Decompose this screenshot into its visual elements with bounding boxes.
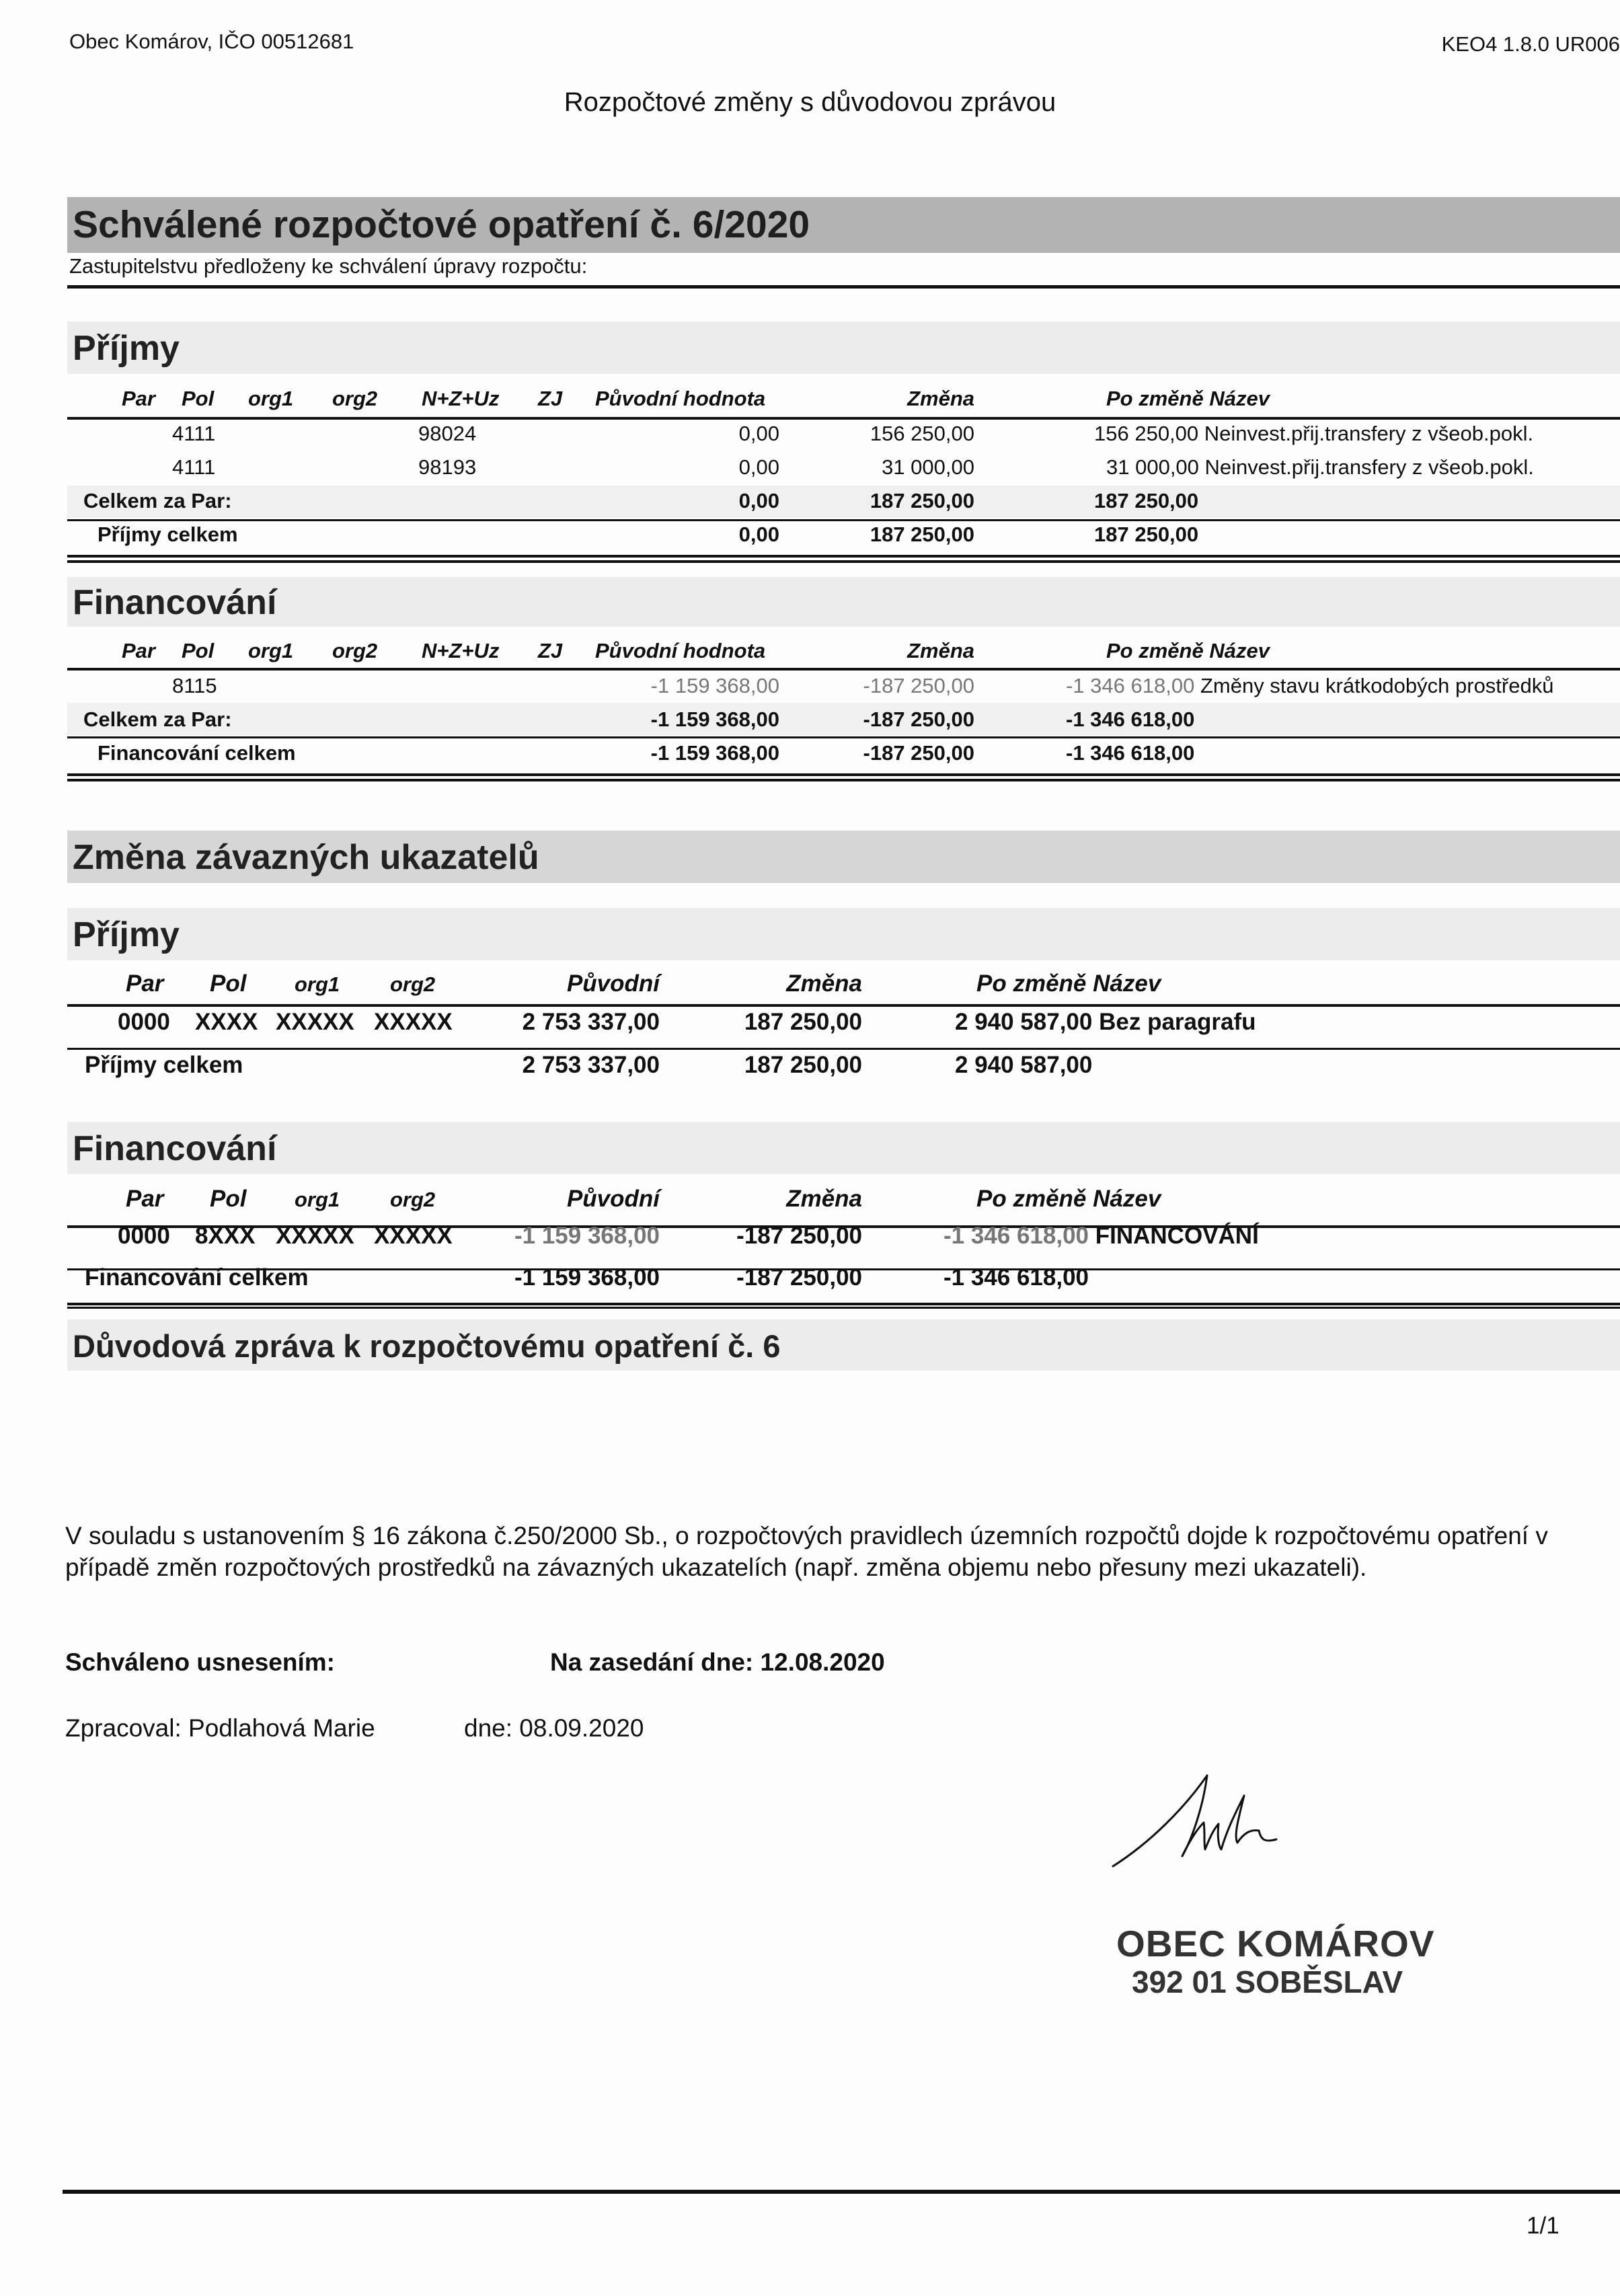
binding-income-band	[67, 908, 1620, 960]
cell-original: 0,00	[738, 422, 779, 445]
cell-name: Bez paragrafu	[1099, 1009, 1256, 1035]
cell-pol: 4111	[172, 422, 216, 445]
col-after: Po změně	[976, 1186, 1087, 1212]
total-change: 187 250,00	[870, 523, 974, 546]
col-zj: ZJ	[538, 639, 563, 662]
col-org2: org2	[390, 972, 436, 996]
cell-org2: XXXXX	[374, 1009, 453, 1035]
page-number: 1/1	[1527, 2213, 1559, 2239]
col-zj: ZJ	[538, 387, 563, 410]
binding-financing-band	[67, 1122, 1620, 1174]
binding-indicators-band	[67, 831, 1620, 883]
cell-name: Neinvest.přij.transfery z všeob.pokl.	[1204, 455, 1534, 479]
col-org2: org2	[390, 1188, 436, 1211]
subtotal-after: 187 250,00	[1094, 489, 1199, 512]
subtotal-original: -1 159 368,00	[650, 707, 779, 731]
total-label: Příjmy celkem	[85, 1052, 243, 1078]
total-original: 0,00	[738, 523, 779, 546]
total-change: -187 250,00	[736, 1264, 862, 1291]
cell-pol: XXXX	[195, 1009, 258, 1035]
approved-measure-banner	[67, 197, 1620, 253]
approved-label: Schváleno usnesením:	[65, 1648, 335, 1676]
stamp-address: 392 01 SOBĚSLAV	[1132, 1964, 1403, 1999]
cell-original: -1 159 368,00	[650, 674, 779, 697]
cell-org1: XXXXX	[276, 1223, 354, 1249]
approved-measure-subtitle: Zastupitelstvu předloženy ke schválení úpravy rozpočtu:	[69, 254, 588, 278]
cell-after: 156 250,00	[1094, 422, 1199, 445]
double-rule-top	[67, 555, 1620, 558]
total-after: 2 940 587,00	[955, 1052, 1093, 1078]
header-rule	[67, 1004, 1620, 1007]
cell-original: 2 753 337,00	[522, 1009, 660, 1035]
cell-change: 156 250,00	[870, 422, 974, 445]
cell-after-name	[1094, 422, 1533, 446]
prepared-by: Zpracoval: Podlahová Marie	[65, 1714, 375, 1742]
cell-par: 0000	[118, 1009, 170, 1035]
version-label: KEO4 1.8.0 UR006	[1441, 32, 1620, 56]
justification-title: Důvodová zpráva k rozpočtovému opatření č. 6	[73, 1328, 781, 1364]
divider	[67, 285, 1620, 289]
justification-band	[67, 1319, 1620, 1371]
col-org2: org2	[332, 639, 378, 662]
col-par: Par	[126, 970, 164, 997]
cell-name: FINANCOVÁNÍ	[1095, 1223, 1259, 1249]
total-label: Příjmy celkem	[98, 523, 238, 546]
binding-indicators-title: Změna závazných ukazatelů	[73, 838, 539, 877]
col-original: Původní	[566, 970, 660, 997]
cell-org1: XXXXX	[276, 1009, 354, 1035]
total-after: -1 346 618,00	[1066, 741, 1195, 765]
col-org2: org2	[332, 387, 378, 410]
header-rule	[67, 417, 1620, 420]
binding-financing-heading: Financování	[73, 1129, 277, 1168]
total-change: -187 250,00	[863, 741, 974, 765]
cell-org2: 98024	[418, 422, 477, 445]
subtotal-rule	[67, 736, 1620, 738]
col-change: Změna	[907, 639, 974, 662]
col-change: Změna	[907, 387, 974, 410]
subtotal-shade	[67, 486, 1620, 518]
cell-change: -187 250,00	[863, 674, 974, 697]
signature-icon	[1103, 1749, 1332, 1883]
col-name: Název	[1209, 639, 1270, 662]
col-par: Par	[122, 387, 155, 410]
col-name: Název	[1093, 1186, 1161, 1212]
col-org1: org1	[295, 1188, 340, 1211]
subtotal-rule	[67, 519, 1620, 521]
col-nzuz: N+Z+Uz	[422, 639, 500, 662]
cell-change: 31 000,00	[882, 455, 974, 479]
col-after-name	[1106, 639, 1270, 663]
cell-pol: 4111	[172, 455, 216, 479]
col-org1: org1	[248, 387, 294, 410]
section-financing-band	[67, 577, 1620, 627]
cell-change: 187 250,00	[744, 1009, 862, 1035]
col-nzuz: N+Z+Uz	[422, 387, 500, 410]
section-income-heading: Příjmy	[73, 329, 180, 368]
cell-org2: 98193	[418, 455, 477, 479]
col-after: Po změně	[1106, 639, 1204, 662]
col-org1: org1	[295, 972, 340, 996]
cell-after: -1 346 618,00	[943, 1223, 1089, 1249]
col-name: Název	[1093, 970, 1161, 997]
total-original: -1 159 368,00	[514, 1264, 660, 1291]
col-name: Název	[1209, 387, 1270, 410]
subtotal-after: -1 346 618,00	[1066, 707, 1195, 731]
col-after: Po změně	[1106, 387, 1204, 410]
cell-after: 2 940 587,00	[955, 1009, 1093, 1035]
section-income-band	[67, 321, 1620, 374]
cell-original: -1 159 368,00	[514, 1223, 660, 1249]
cell-original: 0,00	[738, 455, 779, 479]
col-par: Par	[122, 639, 155, 662]
cell-par: 0000	[118, 1223, 170, 1249]
header-rule	[67, 668, 1620, 671]
approved-measure-title: Schválené rozpočtové opatření č. 6/2020	[73, 203, 810, 246]
cell-pol: 8XXX	[195, 1223, 256, 1249]
col-after-name	[976, 970, 1161, 997]
footer-rule	[63, 2190, 1620, 2194]
document-title: Rozpočtové změny s důvodovou zprávou	[564, 87, 1056, 117]
section-financing-heading: Financování	[73, 583, 277, 622]
col-par: Par	[126, 1186, 164, 1212]
double-rule-top	[67, 773, 1620, 776]
stamp-name: OBEC KOMÁROV	[1116, 1923, 1435, 1964]
subtotal-label: Celkem za Par:	[83, 707, 232, 731]
subtotal-label: Celkem za Par:	[83, 489, 232, 512]
cell-after-name	[943, 1223, 1259, 1250]
subtotal-change: 187 250,00	[870, 489, 974, 512]
col-after-name	[976, 1186, 1161, 1213]
cell-pol: 8115	[172, 674, 217, 697]
double-rule-bottom	[67, 779, 1620, 781]
row-rule	[67, 1048, 1620, 1050]
total-after: 187 250,00	[1094, 523, 1199, 546]
total-label: Financování celkem	[85, 1264, 309, 1291]
organization-label: Obec Komárov, IČO 00512681	[69, 30, 354, 53]
col-pol: Pol	[182, 387, 215, 410]
total-original: -1 159 368,00	[650, 741, 779, 765]
meeting-date: Na zasedání dne: 12.08.2020	[550, 1648, 885, 1676]
cell-org2: XXXXX	[374, 1223, 453, 1249]
cell-after-name	[955, 1009, 1256, 1036]
col-original: Původní hodnota	[595, 639, 766, 662]
subtotal-original: 0,00	[738, 489, 779, 512]
double-rule-bottom	[67, 1307, 1620, 1309]
cell-name: Změny stavu krátkodobých prostředků	[1200, 674, 1554, 697]
prepared-date: dne: 08.09.2020	[464, 1714, 644, 1742]
col-pol: Pol	[210, 970, 247, 997]
total-after: -1 346 618,00	[943, 1264, 1089, 1291]
total-change: 187 250,00	[744, 1052, 862, 1078]
justification-text: V souladu s ustanovením § 16 zákona č.250/2000 Sb., o rozpočtových pravidlech územních rozpočtů dojde k rozpočtovému opatření v případě změn rozpočtových prostředků na závazných ukazatelích (např. změna objemu nebo přesuny mezi ukazateli).	[65, 1522, 1548, 1581]
subtotal-change: -187 250,00	[863, 707, 974, 731]
double-rule-bottom	[67, 560, 1620, 563]
col-change: Změna	[786, 970, 862, 997]
cell-after: -1 346 618,00	[1066, 674, 1195, 697]
total-label: Financování celkem	[98, 741, 296, 765]
col-pol: Pol	[182, 639, 215, 662]
col-after: Po změně	[976, 970, 1087, 997]
col-original: Původní	[566, 1186, 660, 1212]
cell-after-name	[1106, 455, 1534, 480]
subtotal-shade	[67, 703, 1620, 735]
col-change: Změna	[786, 1186, 862, 1212]
cell-name: Neinvest.přij.transfery z všeob.pokl.	[1204, 422, 1534, 445]
col-after-name	[1106, 387, 1270, 411]
col-original: Původní hodnota	[595, 387, 766, 410]
cell-after-name	[1066, 674, 1553, 698]
cell-after: 31 000,00	[1106, 455, 1199, 479]
col-pol: Pol	[210, 1186, 247, 1212]
cell-change: -187 250,00	[736, 1223, 862, 1249]
binding-income-heading: Příjmy	[73, 915, 180, 954]
total-original: 2 753 337,00	[522, 1052, 660, 1078]
col-org1: org1	[248, 639, 294, 662]
double-rule-top	[67, 1303, 1620, 1305]
